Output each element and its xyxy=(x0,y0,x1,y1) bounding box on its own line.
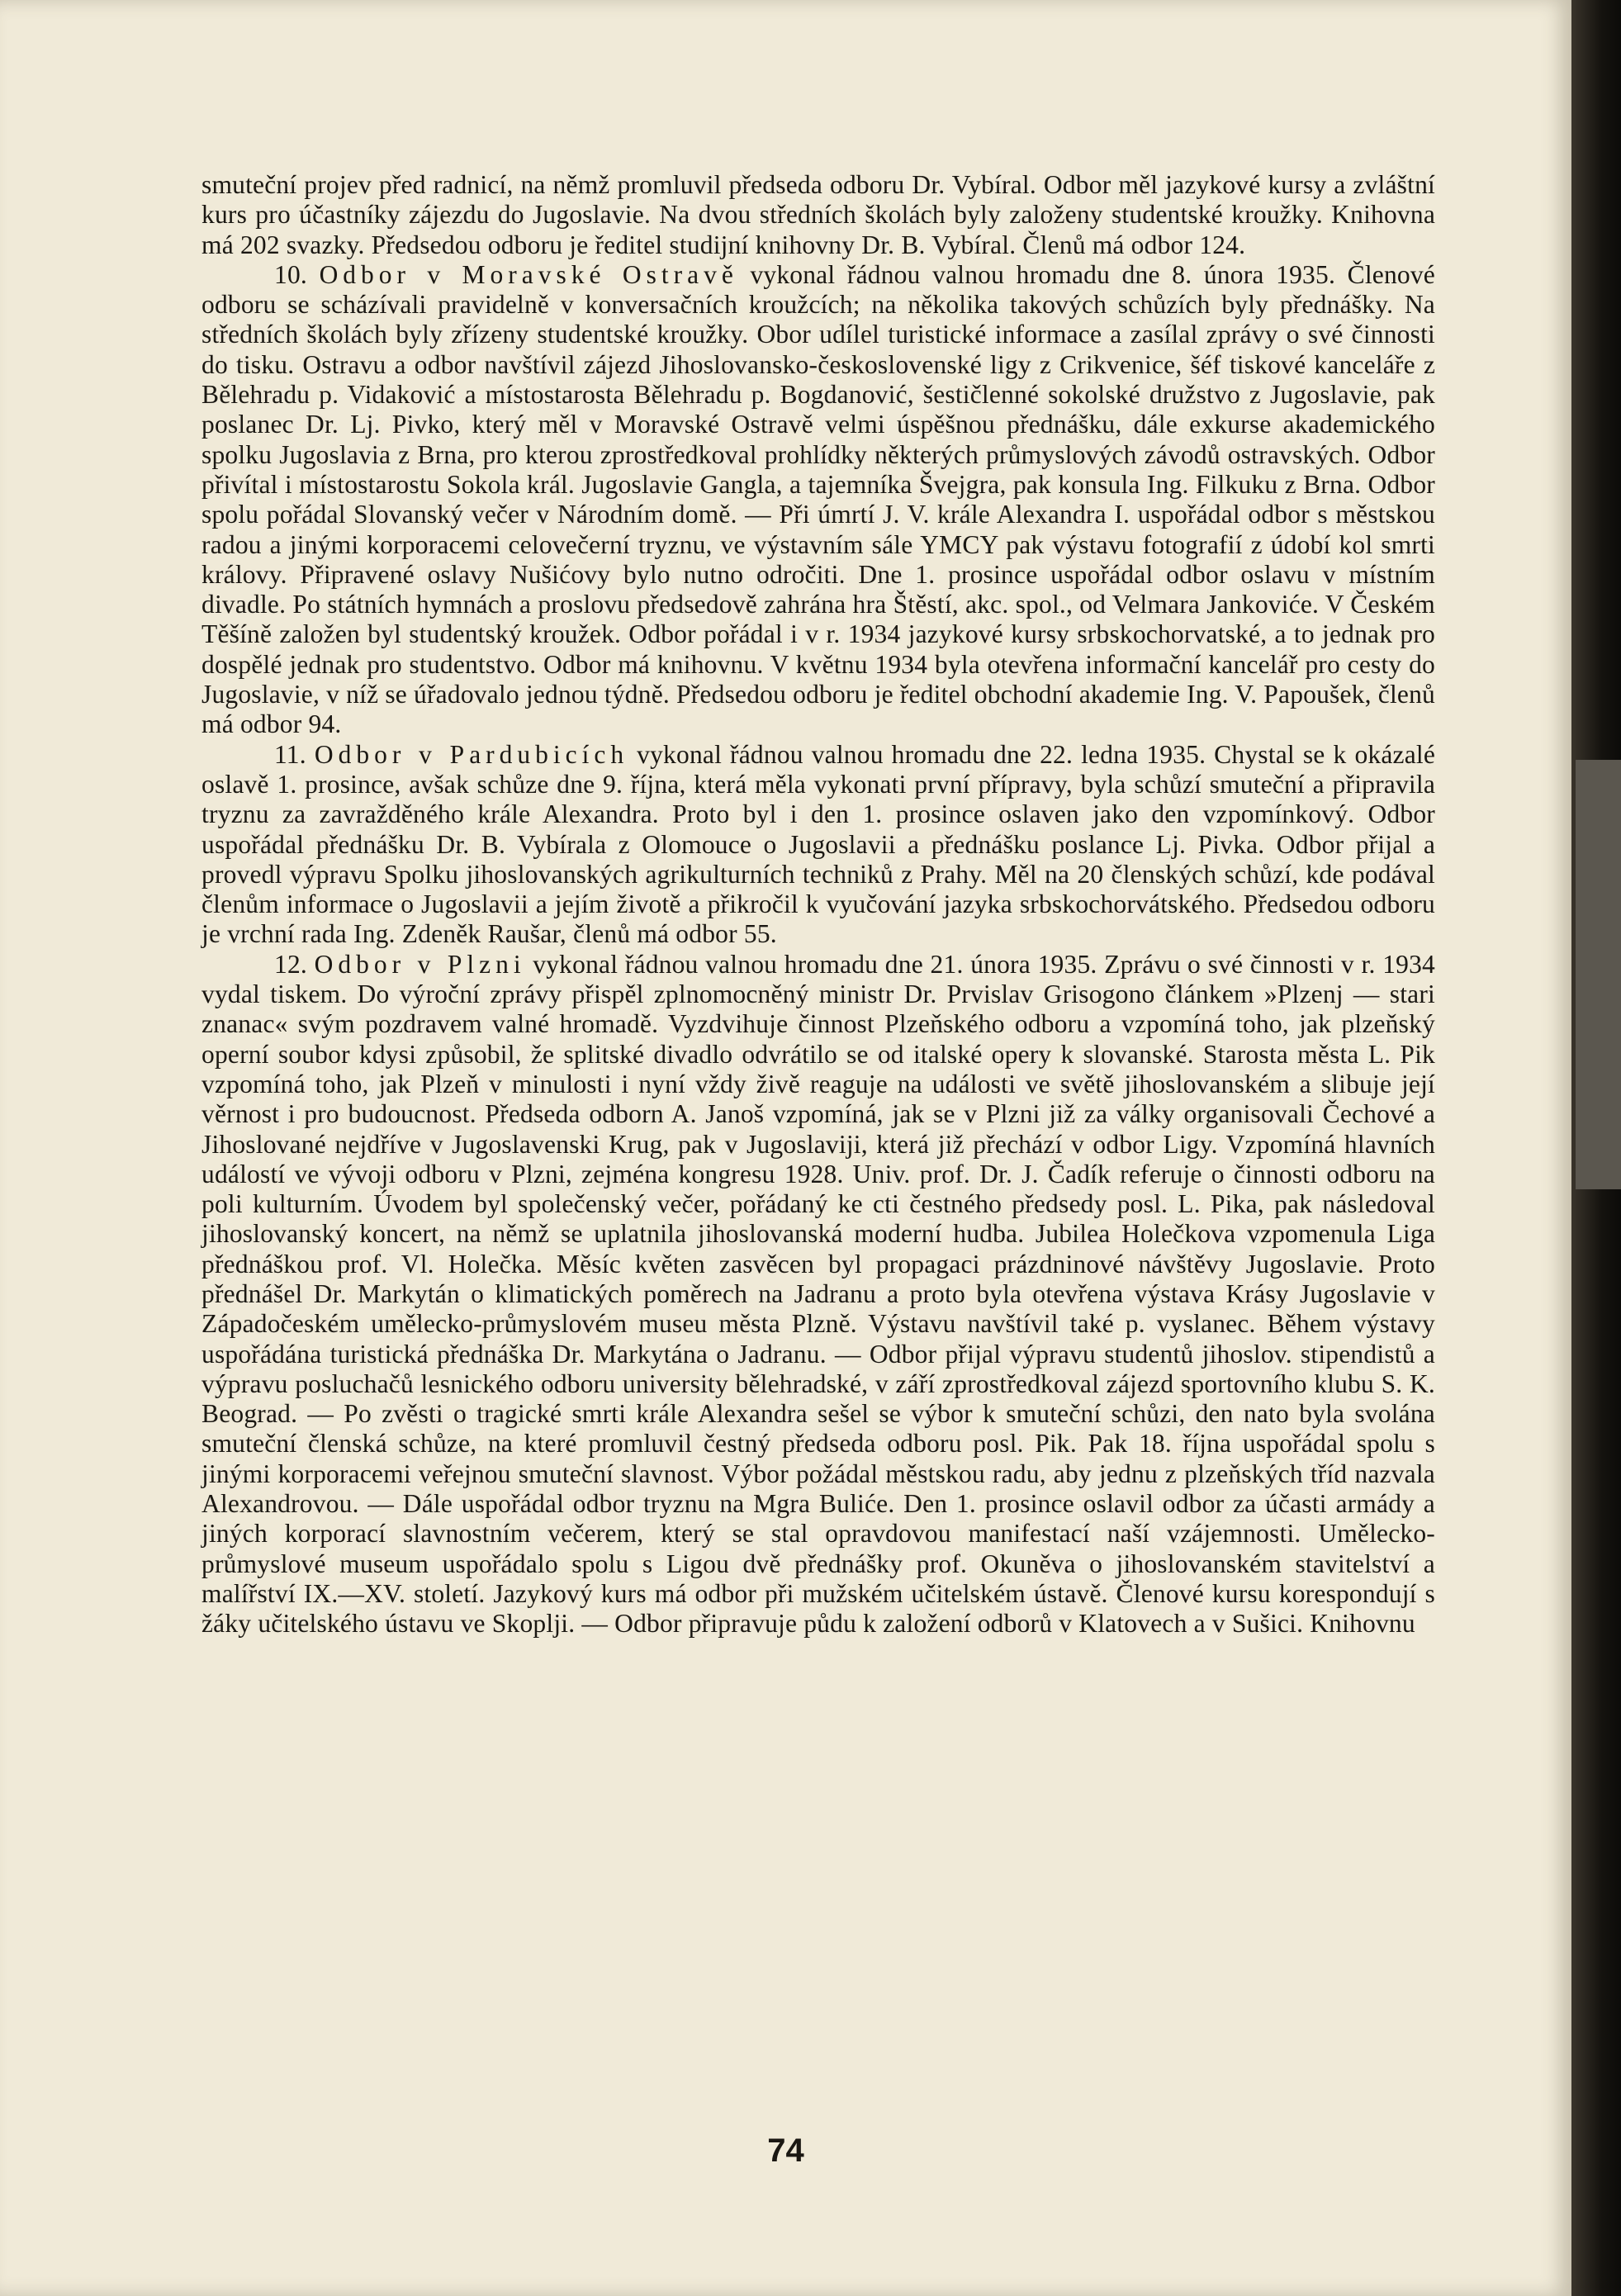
paragraph-number: 12. xyxy=(274,949,307,979)
page-number: 74 xyxy=(767,2132,804,2169)
paragraph-heading: Odbor v Moravské Ostravě xyxy=(319,259,738,289)
page-edge-tab xyxy=(1576,760,1621,1189)
paragraph-ostrava xyxy=(201,260,1435,740)
paragraph-continuation xyxy=(201,170,1435,260)
paragraph-body: vykonal řádnou valnou hromadu dne 21. února 1935. Zprávu o své činnosti v r. 1934 vydal tiskem. Do výroční zprávy přispěl zplnomocněný ministr Dr. Prvislav Grisogono článkem »Plzenj — stari znanac« svým pozdravem valné hromadě. Vyzdvihuje činnost Plzeňského odboru a vzpomíná toho, jak plzeňský operní soubor kdysi způsobil, že splitské divadlo odvrátilo se od italské opery k slovanské. Starosta města L. Pik vzpomíná toho, jak Plzeň v minulosti i nyní vždy živě reaguje na události ve světě jihoslovanském a slibuje její věrnost i pro budoucnost. Předseda odborn A. Janoš vzpomíná, jak se v Plzni již za války organisovali Čechové a Jihoslované nejdříve v Jugoslavenski Krug, pak v Jugoslaviji, která již přechází v odbor Ligy. Vzpomíná hlavních událostí ve vývoji odboru v Plzni, zejména kongresu 1928. Univ. prof. Dr. J. Čadík referuje o činnosti odboru na poli kulturním. Úvodem byl společenský večer, pořádaný ke cti čestného předsedy posl. L. Pika, pak následoval jihoslovanský koncert, na němž se uplatnila jihoslovanská moderní hudba. Jubilea Holečkova vzpomenula Liga přednáškou prof. Vl. Holečka. Měsíc květen zasvěcen byl propagaci prázdninové návštěvy Jugoslavie. Proto přednášel Dr. Markytán o klimatických poměrech na Jadranu a proto byla otevřena výstava Krásy Jugoslavie v Západočeském umělecko-průmyslovém museu města Plzně. Výstavu navštívil také p. vyslanec. Během výstavy uspořádána turistická přednáška Dr. Markytána o Jadranu. — Odbor přijal výpravu studentů jihoslov. stipendistů a výpravu posluchačů lesnického odboru university bělehradské, v září zprostředkoval zájezd sportovního klubu S. K. Beograd. — Po zvěsti o tragické smrti krále Alexandra sešel se výbor k smuteční schůzi, den nato byla svolána smuteční členská schůze, na které promluvil čestný předseda odboru posl. Pik. Pak 18. října uspořádal spolu s jinými korporacemi veřejnou smuteční slavnost. Výbor požádal městskou radu, aby jednu z plzeňských tříd nazvala Alexandrovou. — Dále uspořádal odbor tryznu na Mgra Buliće. Den 1. prosince oslavil odbor za účasti armády a jiných korporací slavnostním večerem, který se stal opravdovou manifestací naší vzájemnosti. Umělecko-průmyslové museum uspořádalo spolu s Ligou dvě přednášky prof. Okuněva o jihoslovanském stavitelství a malířství IX.—XV. století. Jazykový kurs má odbor při mužském učitelském ústavě. Členové kursu korespondují s žáky učitelského ústavu ve Skoplji. — Odbor připravuje půdu k založení odborů v Klatovech a v Sušici. Knihovnu xyxy=(201,949,1435,1639)
paragraph-number: 10. xyxy=(274,259,307,289)
paragraph-heading: Odbor v Plzni xyxy=(314,949,526,979)
paragraph-number: 11. xyxy=(274,739,306,769)
paragraph-heading: Odbor v Pardubicích xyxy=(314,739,629,769)
paragraph-body: vykonal řádnou valnou hromadu dne 8. února 1935. Členové odboru se scházívali pravidelně v konversačních kroužcích; na několika takových schůzích byly přednášky. Na středních školách byly zřízeny studentské kroužky. Obor udílel turistické informace a zasílal zprávy o své činnosti do tisku. Ostravu a odbor navštívil zájezd Jihoslovansko-československé ligy z Crikvenice, šéf tiskové kanceláře z Bělehradu p. Vidaković a místostarosta Bělehradu p. Bogdanović, šestičlenné sokolské družstvo z Jugoslavie, pak poslanec Dr. Lj. Pivko, který měl v Moravské Ostravě velmi úspěšnou přednášku, dále exkurse akademického spolku Jugoslavia z Brna, pro kterou zprostředkoval prohlídky některých průmyslových závodů ostravských. Odbor přivítal i místostarostu Sokola král. Jugoslavie Gangla, a tajemníka Švejgra, pak konsula Ing. Filkuku z Brna. Odbor spolu pořádal Slovanský večer v Národním domě. — Při úmrtí J. V. krále Alexandra I. uspořádal odbor s městskou radou a jinými korporacemi celovečerní tryznu, ve výstavním sále YMCY pak výstavu fotografií z údobí kol smrti královy. Připravené oslavy Nušićovy bylo nutno odročiti. Dne 1. prosince uspořádal odbor oslavu v místním divadle. Po státních hymnách a proslovu předsedově zahrána hra Štěstí, akc. spol., od Velmara Jankoviće. V Českém Těšíně založen byl studentský kroužek. Odbor pořádal i v r. 1934 jazykové kursy srbskochorvatské, a to jednak pro dospělé jednak pro studentstvo. Odbor má knihovnu. V květnu 1934 byla otevřena informační kancelář pro cesty do Jugoslavie, v níž se úřadovalo jednou týdně. Předsedou odboru je ředitel obchodní akademie Ing. V. Papoušek, členů má odbor 94. xyxy=(201,259,1435,739)
paragraph-body: vykonal řádnou valnou hromadu dne 22. ledna 1935. Chystal se k okázalé oslavě 1. prosince, avšak schůze dne 9. října, která měla vykonati první přípravy, byla schůzí smuteční a připravila tryznu za zavražděného krále Alexandra. Proto byl i den 1. prosince oslaven jako den vzpomínkový. Odbor uspořádal přednášku Dr. B. Vybírala z Olomouce o Jugoslavii a přednášku poslance Lj. Pivka. Odbor přijal a provedl výpravu Spolku jihoslovanských agrikulturních techniků z Prahy. Měl na 20 členských schůzí, kde podával členům informace o Jugoslavii a jejím životě a přikročil k vyučování jazyka srbskochorvátského. Předsedou odboru je vrchní rada Ing. Zdeněk Raušar, členů má odbor 55. xyxy=(201,739,1436,949)
paragraph-plzen xyxy=(201,950,1435,1639)
body-text xyxy=(201,170,1435,1639)
paragraph-body: smuteční projev před radnicí, na němž promluvil předseda odboru Dr. Vybíral. Odbor měl jazykové kursy a zvláštní kurs pro účastníky zájezdu do Jugoslavie. Na dvou středních školách byly založeny studentské kroužky. Knihovna má 202 svazky. Předsedou odboru je ředitel studijní knihovny Dr. B. Vybíral. Členů má odbor 124. xyxy=(201,170,1435,259)
paragraph-pardubice xyxy=(201,740,1435,950)
